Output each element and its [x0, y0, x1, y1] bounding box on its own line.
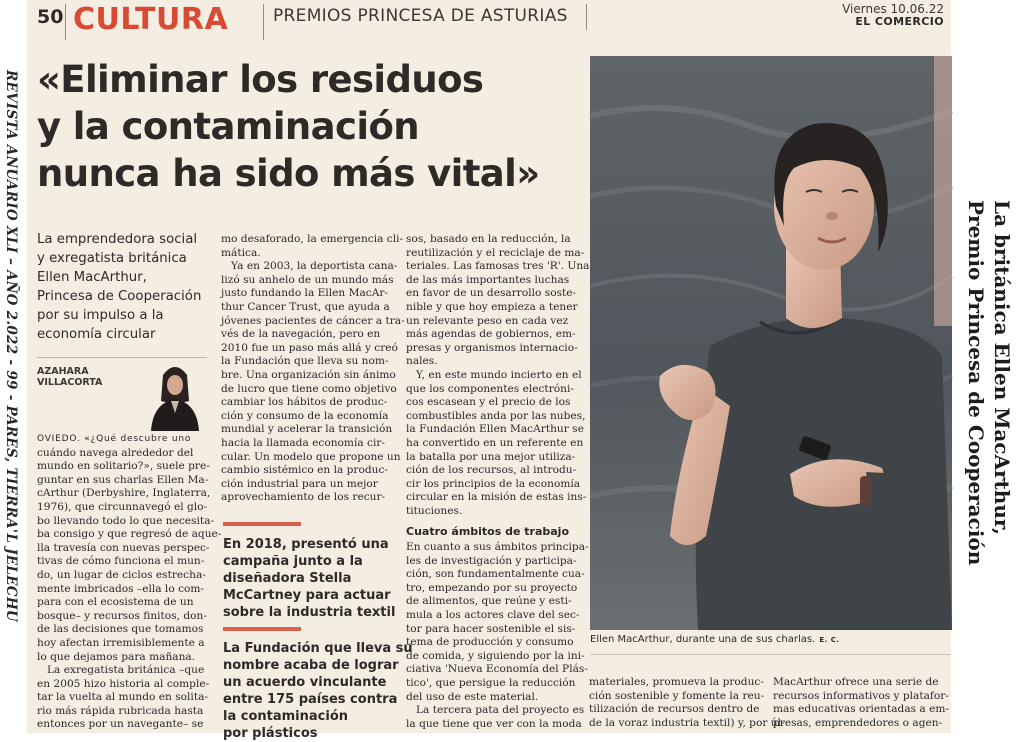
body-line: Ya en 2003, la deportista cana- [231, 260, 398, 273]
pullquote-rule [223, 522, 301, 526]
pullquote-rule [223, 627, 301, 631]
caption-divider [590, 654, 950, 655]
pullquote-line: sobre la industria textil [223, 605, 396, 620]
body-line: para con el ecosistema de un [37, 596, 194, 609]
pullquote-line: entre 175 países contra [223, 692, 398, 707]
headline-line: «Eliminar los residuos [37, 58, 484, 101]
body-line: lla travesía con nuevas perspec- [37, 541, 210, 554]
body-line: que los componentes electróni- [406, 382, 574, 395]
body-line: tro, empezando por su proyecto [406, 581, 578, 594]
body-column [406, 541, 589, 731]
body-line: entonces por un navegante– se [37, 718, 204, 731]
pullquote-line: campaña junto a la [223, 554, 363, 569]
body-line: la batalla por una mejor utiliza- [406, 450, 576, 463]
body-line: guntar en sus charlas Ellen Ma- [37, 473, 209, 486]
headline-line: y la contaminación [37, 105, 419, 148]
page-number: 50 [37, 6, 64, 28]
body-line: tor para hacer sostenible el sis- [406, 622, 576, 635]
photo-caption [590, 634, 840, 645]
issue-date: Viernes 10.06.22 [842, 2, 944, 16]
body-line: tilización de recursos dentro de [589, 703, 760, 716]
pullquote-line: diseñadora Stella [223, 571, 352, 586]
headline-line: nunca ha sido más vital» [37, 152, 540, 195]
newspaper-name: EL COMERCIO [855, 15, 944, 28]
body-line: tivas de cómo funciona el mun- [37, 555, 205, 568]
caption-text: Ellen MacArthur, durante una de sus charlas. [590, 634, 816, 645]
body-line: de lucro que tiene como objetivo [221, 382, 397, 395]
body-column [37, 433, 222, 732]
deck-summary [37, 230, 212, 344]
body-line: tico', que persigue la reducción [406, 676, 576, 689]
body-line: rio más rápida rubricada hasta [37, 704, 204, 717]
body-line: MacArthur ofrece una serie de [773, 676, 939, 688]
body-line: en 2005 hizo historia al comple- [37, 677, 210, 690]
pullquote-line: En 2018, presentó una [223, 537, 389, 552]
body-line: tituciones. [406, 504, 463, 517]
body-line: recursos informativos y platafor- [773, 689, 949, 702]
body-line: de alimentos, que reúne y esti- [406, 595, 572, 608]
body-line: reutilización y el reciclaje de ma- [406, 246, 585, 259]
body-line: materiales, promueva la produc- [589, 676, 764, 688]
byline-divider [37, 357, 207, 358]
body-line: En cuanto a sus ámbitos principa- [406, 541, 589, 553]
body-column [773, 676, 949, 730]
deck-line: y exregatista británica [37, 251, 187, 266]
body-line: bo llevando todo lo que necesita- [37, 514, 215, 527]
body-line: más agendas de gobiernos, em- [406, 328, 576, 341]
body-line: la Fundación Ellen MacArthur se [406, 423, 584, 436]
body-line: vés de la navegación, pero en [221, 328, 381, 341]
body-line: La exregatista británica –que [47, 664, 205, 677]
header-divider [586, 4, 587, 30]
body-line: thur Cancer Trust, que ayuda a [221, 300, 390, 313]
body-line: de comida, y siguiendo por la ini- [406, 649, 585, 662]
body-column [589, 676, 785, 730]
body-column [406, 233, 590, 518]
body-line: bre. Una organización sin ánimo [221, 368, 396, 381]
body-line: de la voraz industria textil) y, por úl- [589, 716, 785, 729]
body-line: lo que dejamos para mañana. [37, 650, 196, 663]
archive-reference: REVISTA ANUARIO XLI – AÑO 2.022 - 99 - PARES, TIERRA'L JELECHU [3, 70, 19, 622]
body-line: cambiar los hábitos de produc- [221, 396, 388, 409]
subsection-title: PREMIOS PRINCESA DE ASTURIAS [273, 6, 568, 26]
body-line: hoy afectan irremisiblemente a [37, 636, 205, 649]
body-line: en favor de un desarrollo soste- [406, 287, 577, 300]
header-divider [263, 4, 264, 40]
body-line: ciativa 'Nueva Economía del Plás- [406, 663, 588, 676]
body-line: La tercera pata del proyecto es [416, 704, 585, 717]
body-line: cuándo navega alrededor del [37, 446, 194, 459]
body-line: cular. Un modelo que propone un [221, 450, 401, 463]
body-line: lizó su anhelo de un mundo más [221, 273, 394, 286]
body-line: OVIEDO. «¿Qué descubre uno [37, 434, 192, 444]
body-line: de las más importantes luchas [406, 273, 570, 286]
header-divider [65, 4, 66, 40]
margin-annotation-right [958, 200, 1018, 566]
body-line: ba consigo y que regresó de aque- [37, 528, 222, 541]
body-line: mula a los actores clave del sec- [406, 608, 580, 621]
deck-line: por su impulso a la [37, 308, 164, 323]
body-line: ción y consumo de la economía [221, 409, 389, 422]
body-line: do, un lugar de ciclos estrecha- [37, 568, 206, 581]
pullquote-line: nombre acaba de lograr [223, 658, 399, 673]
pullquote [223, 640, 413, 742]
body-line: cir los principios de la economía [406, 477, 581, 490]
body-line: teriales. Las famosas tres 'R'. Una [406, 260, 590, 273]
body-line: bosque– y recursos finitos, don- [37, 609, 207, 622]
article-photo [590, 56, 952, 630]
body-line: cos escasean y el precio de los [406, 396, 571, 409]
body-line: combustibles anda por las nubes, [406, 409, 586, 422]
pullquote-line: La Fundación que lleva su [223, 641, 413, 656]
section-subhead: Cuatro ámbitos de trabajo [406, 525, 570, 538]
body-line: hacia la llamada economía cir- [221, 436, 385, 449]
byline [37, 366, 102, 388]
pullquote [223, 536, 399, 621]
body-line: ción, son fundamentalmente cua- [406, 568, 585, 581]
body-line: ha convertido en un referente en [406, 436, 584, 449]
body-line: sos, basado en la reducción, la [406, 233, 571, 245]
author-photo [145, 361, 205, 431]
body-line: del uso de este material. [406, 690, 539, 703]
margin-annotation-left [0, 70, 21, 630]
author-name: AZAHARA [37, 366, 89, 377]
pullquote-line: la contaminación [223, 709, 349, 724]
body-line: mundo en solitario?», suele pre- [37, 460, 210, 473]
body-line: mo desaforado, la emergencia cli- [221, 233, 404, 245]
body-line: presas, emprendedores o agen- [773, 716, 943, 729]
handwritten-title-line: Premio Princesa de Cooperación [964, 200, 988, 566]
deck-line: La emprendedora social [37, 232, 198, 247]
body-line: un relevante peso en cada vez [406, 314, 569, 327]
body-line: cArthur (Derbyshire, Inglaterra, [37, 487, 211, 500]
body-line: presas y organismos internacio- [406, 341, 578, 354]
body-line: ción industrial para un mejor [221, 477, 378, 490]
headline [37, 56, 597, 197]
body-line: justo fundando la Ellen MacAr- [221, 287, 388, 300]
deck-line: Princesa de Cooperación [37, 289, 202, 304]
body-line: mas educativas orientadas a em- [773, 703, 950, 716]
pullquote-line: por plásticos [223, 726, 318, 741]
body-line: les de investigación y participa- [406, 554, 577, 567]
photo-credit: E. C. [819, 636, 840, 644]
pullquote-line: McCartney para actuar [223, 588, 391, 603]
section-title: CULTURA [73, 2, 229, 37]
body-line: la que tiene que ver con la moda [406, 717, 582, 730]
body-line: 2010 fue un paso más allá y creó [221, 341, 398, 354]
body-line: tema de producción y consumo [406, 636, 574, 649]
body-line: circular en la misión de estas ins- [406, 491, 587, 504]
handwritten-title-line: La británica Ellen MacArthur, [990, 200, 1014, 535]
body-line: 1976), que circunnavegó el glo- [37, 500, 208, 513]
body-line: nales. [406, 355, 438, 368]
body-column [221, 233, 405, 505]
body-line: nible y que hoy empieza a tener [406, 300, 578, 313]
pullquote-line: un acuerdo vinculante [223, 675, 387, 690]
newspaper-page [27, 0, 951, 741]
body-line: mática. [221, 246, 261, 259]
deck-line: economía circular [37, 327, 156, 342]
body-line: mundial y acelerar la transición [221, 423, 393, 436]
body-line: Y, en este mundo incierto en el [416, 368, 582, 381]
body-line: de las decisiones que tomamos [37, 623, 204, 636]
body-line: mente imbricados –ella lo com- [37, 582, 205, 595]
deck-line: Ellen MacArthur, [37, 270, 147, 285]
body-line: cambio sistémico en la produc- [221, 464, 388, 477]
body-line: jóvenes pacientes de cáncer a tra- [221, 314, 405, 327]
body-line: tar la vuelta al mundo en solita- [37, 691, 208, 704]
author-name: VILLACORTA [37, 377, 103, 388]
body-line: aprovechamiento de los recur- [221, 491, 386, 504]
body-line: ción sostenible y fomente la reu- [589, 689, 765, 702]
body-line: ción de los recursos, al introdu- [406, 464, 577, 477]
body-line: la Fundación que lleva su nom- [221, 355, 389, 368]
